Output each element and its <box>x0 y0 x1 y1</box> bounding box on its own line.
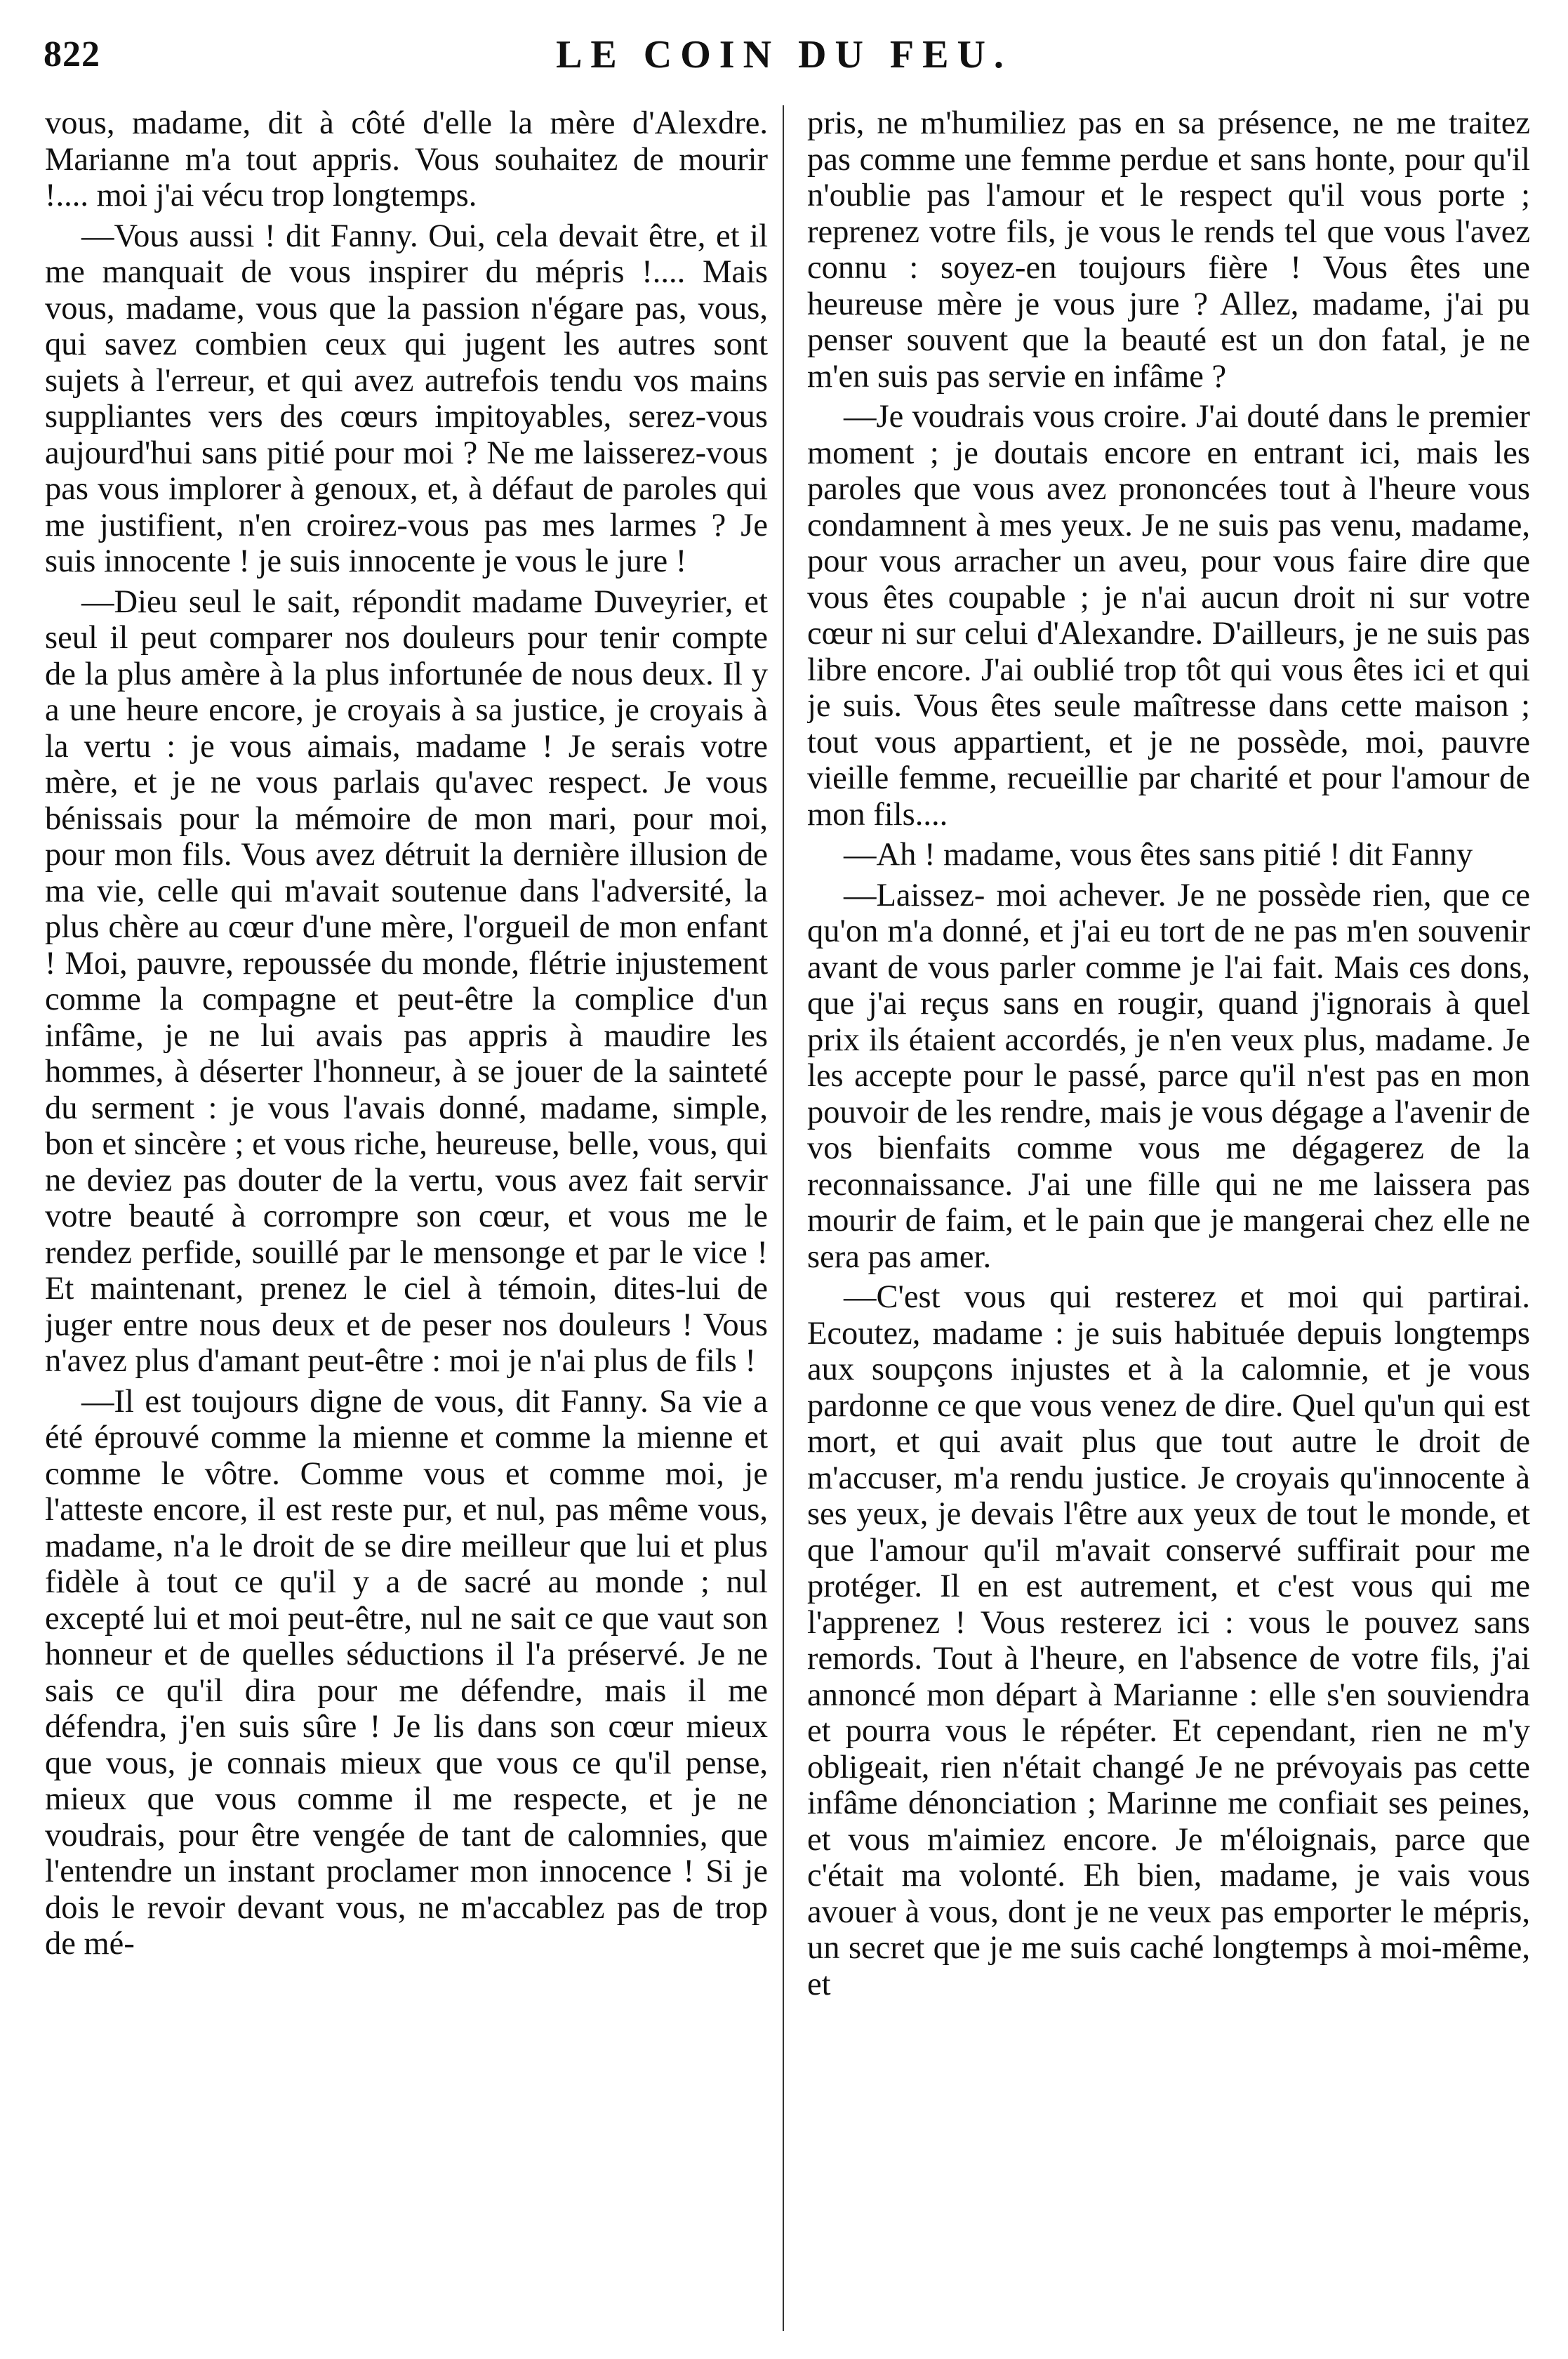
running-title: LE COIN DU FEU. <box>556 33 1012 77</box>
left-column <box>45 105 768 2338</box>
paragraph: —Vous aussi ! dit Fanny. Oui, cela devait être, et il me manquait de vous inspirer du mépris !.... Mais vous, madame, vous que la passion n'égare pas, vous, qui savez combien ceux qui jugent les autres sont sujets à l'erreur, et qui avez autrefois tendu vos mains suppliantes vers des cœurs impitoyables, serez-vous aujourd'hui sans pitié pour moi ? Ne me laisserez-vous pas vous implorer à genoux, et, à défaut de paroles qui me justifient, n'en croirez-vous pas mes larmes ? Je suis innocente ! je suis innocente je vous le jure ! <box>45 218 768 579</box>
page-header <box>0 0 1568 91</box>
right-column <box>807 105 1530 2338</box>
paragraph: —C'est vous qui resterez et moi qui partirai. Ecoutez, madame : je suis habituée depuis longtemps aux soupçons injustes et à la calomnie, et je vous pardonne ce que vous venez de dire. Quel qu'un qui est mort, et qui avait plus que tout autre le droit de m'accuser, m'a rendu justice. Je croyais qu'innocente à ses yeux, je devais l'être aux yeux de tout le monde, et que l'amour qu'il m'avait conservé suffirait pour me protéger. Il en est autrement, et c'est vous qui me l'apprenez ! Vous resterez ici : vous le pouvez sans remords. Tout à l'heure, en l'absence de votre fils, j'ai annoncé mon départ à Marianne : elle s'en souviendra et pourra vous le répéter. Et cependant, rien ne m'y obligeait, rien n'était changé Je ne prévoyais pas cette infâme dénonciation ; Marinne me confiait ses peines, et vous m'aimiez encore. Je m'éloignais, parce que c'était ma volonté. Eh bien, madame, je vais vous avouer à vous, dont je ne veux pas emporter le mépris, un secret que je me suis caché longtemps à moi-même, et <box>807 1279 1530 2002</box>
paragraph: pris, ne m'humiliez pas en sa présence, ne me traitez pas comme une femme perdue et sans honte, pour qu'il n'oublie pas l'amour et le respect qu'il vous porte ; reprenez votre fils, je vous le rends tel que vous l'avez connu : soyez-en toujours fière ! Vous êtes une heureuse mère je vous jure ? Allez, madame, j'ai pu penser souvent que la beauté est un don fatal, je ne m'en suis pas servie en infâme ? <box>807 105 1530 395</box>
paragraph: —Ah ! madame, vous êtes sans pitié ! dit Fanny <box>844 837 1473 873</box>
paragraph: —Je voudrais vous croire. J'ai douté dans le premier moment ; je doutais encore en entrant ici, mais les paroles que vous avez prononcées tout à l'heure vous condamnent à mes yeux. Je ne suis pas venu, madame, pour vous arracher un aveu, pour vous faire dire que vous êtes coupable ; je n'ai aucun droit ni sur votre cœur ni sur celui d'Alexandre. D'ailleurs, je ne suis pas libre encore. J'ai oublié trop tôt qui vous êtes ici et qui je suis. Vous êtes seule maîtresse dans cette maison ; tout vous appartient, et je ne possède, moi, pauvre vieille femme, recueillie par charité et pour l'amour de mon fils.... <box>807 399 1530 833</box>
paragraph: —Il est toujours digne de vous, dit Fanny. Sa vie a été éprouvé comme la mienne et comme la mienne et comme le vôtre. Comme vous et comme moi, je l'atteste encore, il est reste pur, et nul, pas même vous, madame, n'a le droit de se dire meilleur que lui et plus fidèle à tout ce qu'il y a de sacré au monde ; nul excepté lui et moi peut-être, nul ne sait ce que vaut son honneur et de quelles séductions il l'a préservé. Je ne sais ce qu'il dira pour me défendre, mais il me défendra, j'en suis sûre ! Je lis dans son cœur mieux que vous, je connais mieux que vous ce qu'il pense, mieux que vous comme il me respecte, et je ne voudrais, pour être vengée de tant de calomnies, que l'entendre un instant proclamer mon innocence ! Si je dois le revoir devant vous, ne m'accablez pas de trop de mé- <box>45 1383 768 1962</box>
column-divider <box>783 105 784 2331</box>
paragraph: vous, madame, dit à côté d'elle la mère d'Alexdre. Marianne m'a tout appris. Vous souhaitez de mourir !.... moi j'ai vécu trop longtemps. <box>45 105 768 213</box>
page-number: 822 <box>44 34 100 74</box>
paragraph: —Laissez- moi achever. Je ne possède rien, que ce qu'on m'a donné, et j'ai eu tort de ne pas m'en souvenir avant de vous parler comme je l'ai fait. Mais ces dons, que j'ai reçus sans en rougir, quand j'ignorais à quel prix ils étaient accordés, je n'en veux plus, madame. Je les accepte pour le passé, parce qu'il n'est pas en mon pouvoir de les rendre, mais je vous dégage a l'avenir de vos bienfaits comme vous me dégagerez de la reconnaissance. J'ai une fille qui ne me laissera pas mourir de faim, et le pain que je mangerai chez elle ne sera pas amer. <box>807 877 1530 1275</box>
paragraph: —Dieu seul le sait, répondit madame Duveyrier, et seul il peut comparer nos douleurs pour tenir compte de la plus amère à la plus infortunée de nous deux. Il y a une heure encore, je croyais à sa justice, je croyais à la vertu : je vous aimais, madame ! Je serais votre mère, et je ne vous parlais qu'avec respect. Je vous bénissais pour la mémoire de mon mari, pour moi, pour mon fils. Vous avez détruit la dernière illusion de ma vie, celle qui m'avait soutenue dans l'adversité, la plus chère au cœur d'une mère, l'orgueil de mon enfant ! Moi, pauvre, repoussée du monde, flétrie injustement comme la compagne et peut-être la complice d'un infâme, je ne lui avais pas appris à maudire les hommes, à déserter l'honneur, à se jouer de la sainteté du serment : je vous l'avais donné, madame, simple, bon et sincère ; et vous riche, heureuse, belle, vous, qui ne deviez pas douter de la vertu, vous avez fait servir votre beauté à corrompre son cœur, et vous me le rendez perfide, souillé par le mensonge et par le vice ! Et maintenant, prenez le ciel à témoin, dites-lui de juger entre nous deux et de peser nos douleurs ! Vous n'avez plus d'amant peut-être : moi je n'ai plus de fils ! <box>45 583 768 1379</box>
